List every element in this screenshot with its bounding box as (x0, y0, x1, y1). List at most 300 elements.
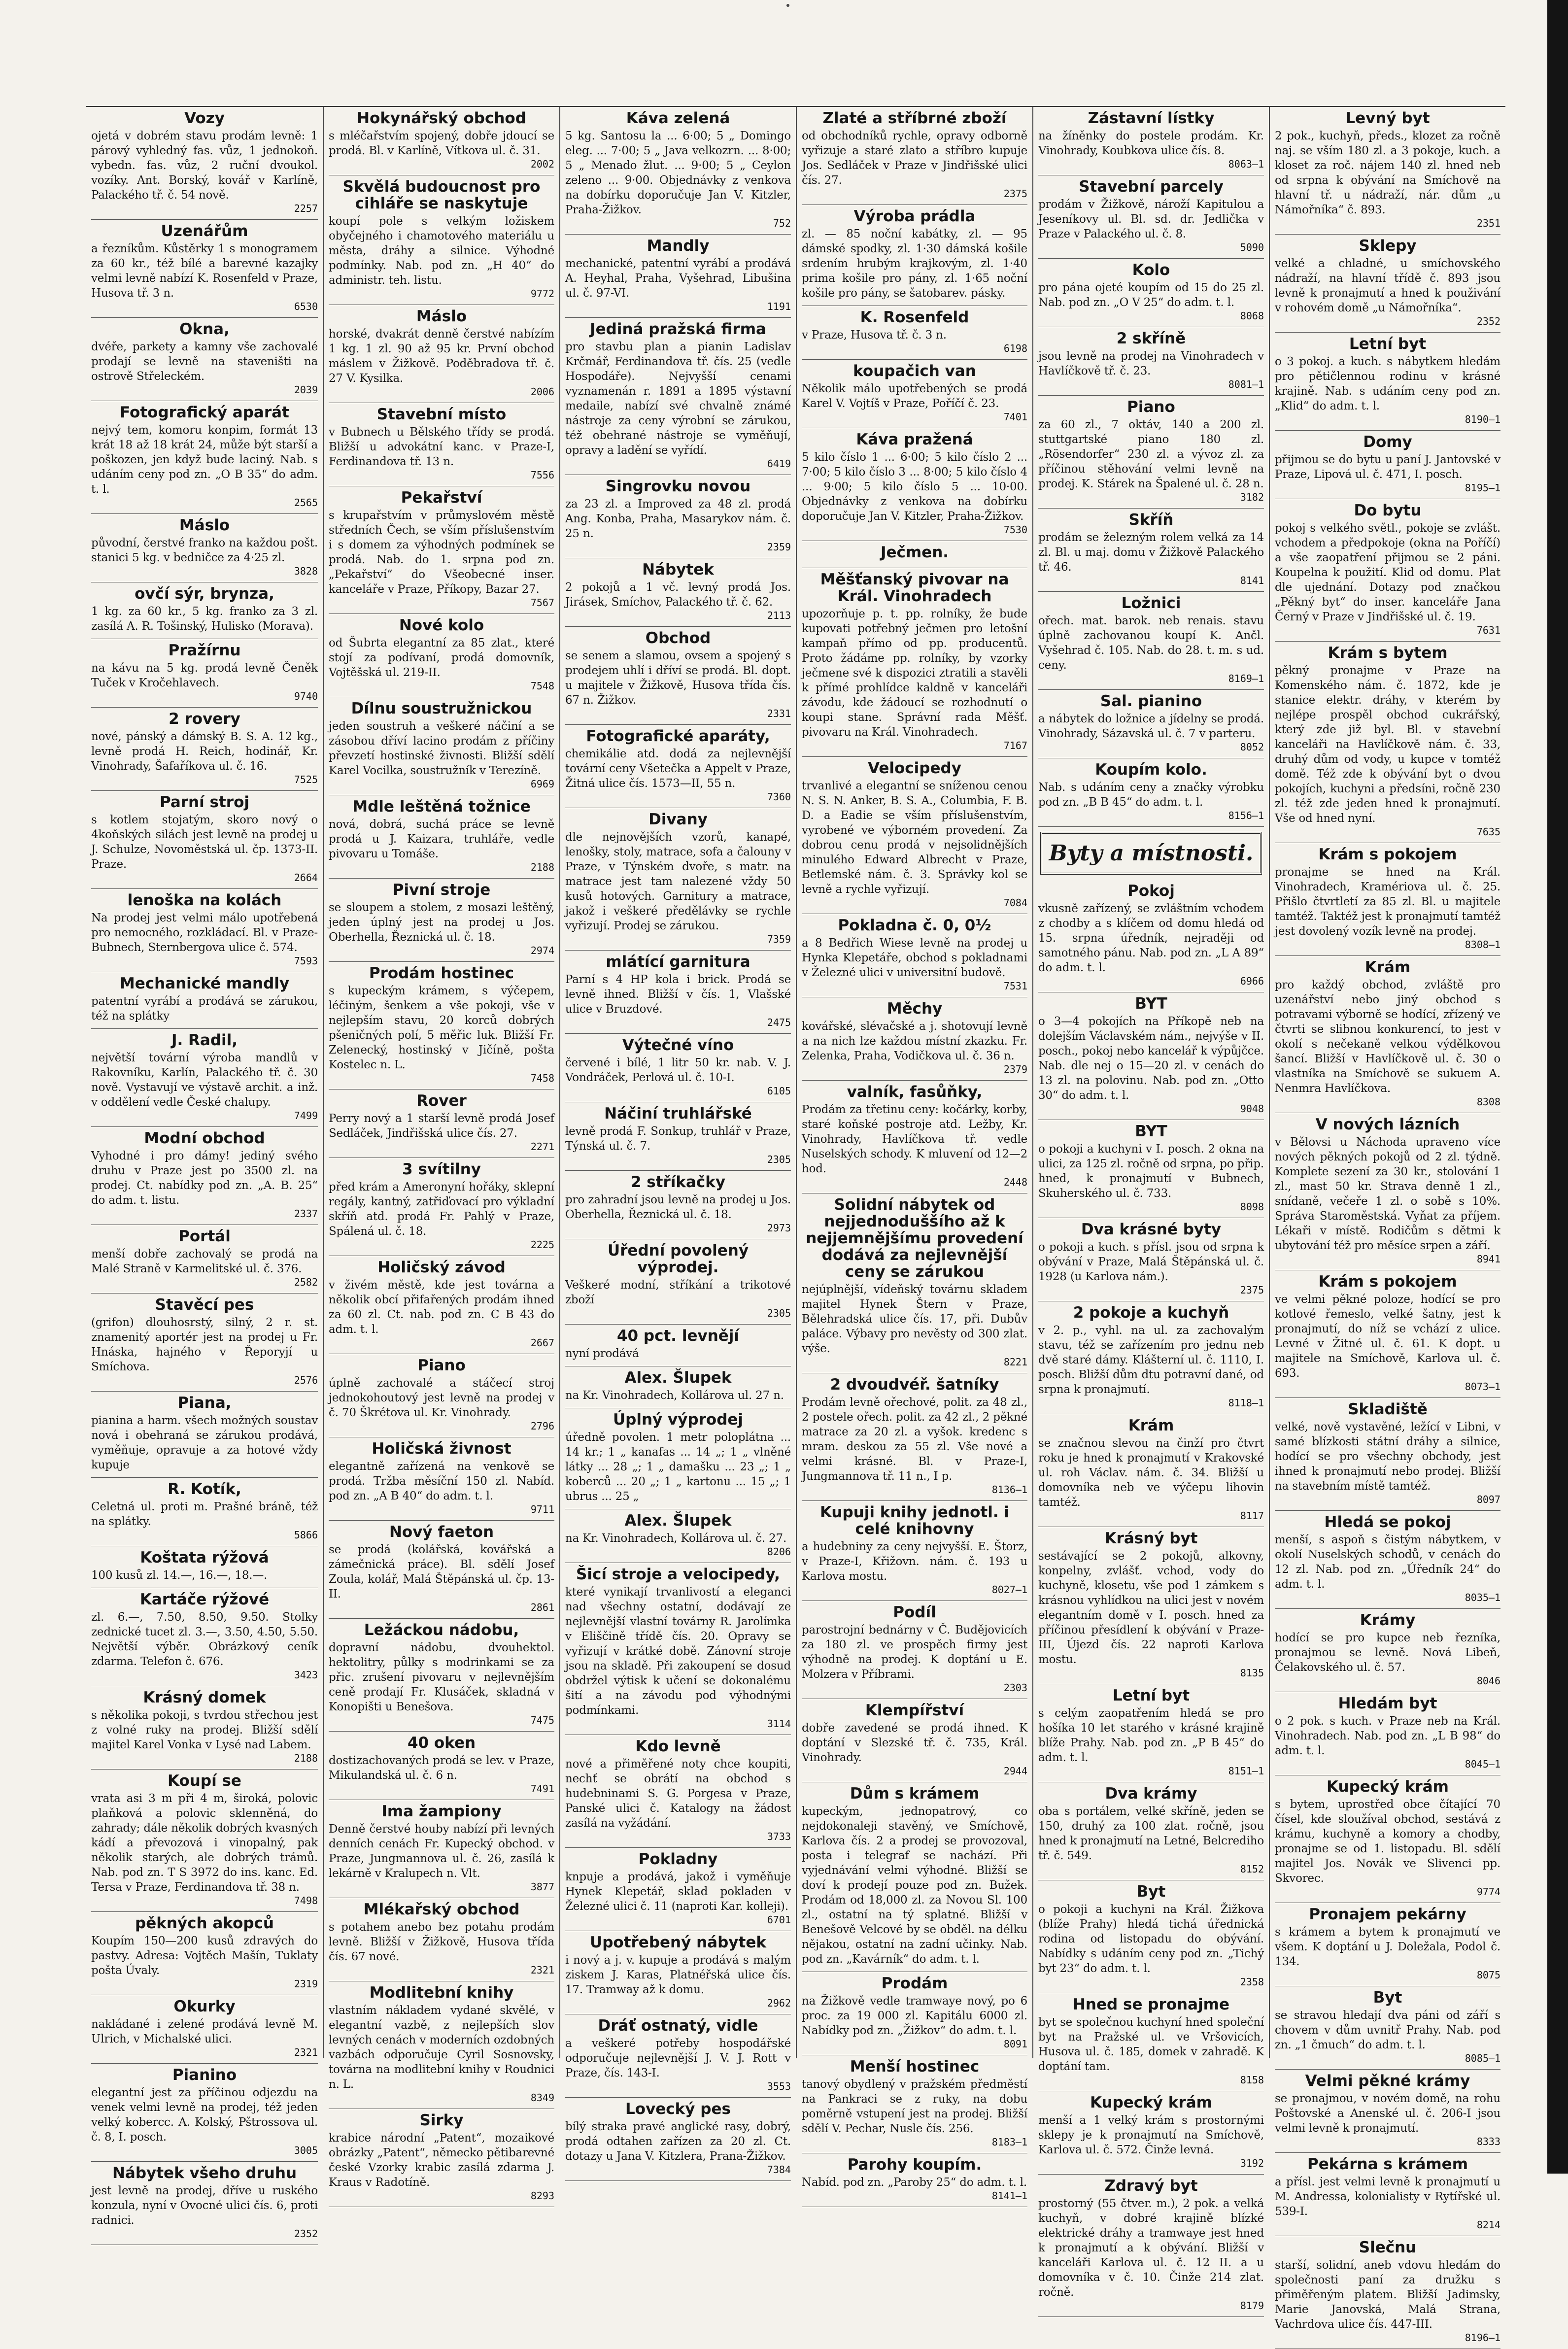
ad-heading: Stavební parcely (1079, 178, 1224, 196)
ad-code: 8141 (1240, 575, 1264, 586)
classified-ad (565, 2014, 791, 2098)
ad-code: 2973 (767, 1222, 791, 1234)
ad-code: 3877 (530, 1881, 554, 1893)
classified-ad (1038, 758, 1264, 827)
classified-ad (91, 1029, 318, 1127)
ad-heading: Sklepy (1359, 237, 1417, 255)
ad-text: kovářské, slévačské a j. shotovují levně a na nich lze každou místní zkazku. Fr. Zelenka, Praha, Vodičkova ul. č. 36 n. (802, 1020, 1027, 1062)
classified-ad (1275, 431, 1500, 499)
classified-ad (1275, 1692, 1500, 1775)
ad-code: 752 (773, 217, 791, 229)
ad-text: pro pána ojeté koupím od 15 do 25 zl. Nab. pod zn. „O V 25“ do adm. t. l. (1038, 281, 1264, 309)
ad-code: 8097 (1476, 1494, 1500, 1505)
ad-text: menší dobře zachovalý se prodá na Malé Straně v Karmelitské ul. č. 376. (91, 1248, 318, 1275)
ad-text: s mléčařstvím spojený, dobře jdoucí se prodá. Bl. v Karlíně, Vítkova ul. č. 31. (329, 130, 554, 157)
ad-code: 2257 (294, 203, 318, 214)
classified-ad (1275, 2070, 1500, 2153)
classified-ad (565, 1171, 791, 1239)
ad-text: a 8 Bedřich Wiese levně na prodej u Hynka Klepetáře, obchod s pokladnami v Železné ulici v universitní budově. (802, 937, 1027, 979)
ad-text: ořech. mat. barok. neb renais. stavu úplně zachovanou koupí K. Ančl. Vyšehrad č. 105. Nab. do 28. t. m. s ud. ceny. (1038, 614, 1264, 672)
ad-text: i nový a j. v. kupuje a prodává s malým ziskem J. Karas, Platnéřská ulice čís. 17. Tramway až k domu. (565, 1954, 791, 1996)
ad-column (86, 107, 323, 2240)
ad-heading: Modní obchod (144, 1129, 265, 1147)
ad-heading: Solidní nábytek od nejjednoduššího až k nejjemnějšímu provedení dodává za nejlevnější ceny se zárukou (806, 1196, 1023, 1281)
ad-heading: Sal. pianino (1100, 692, 1202, 710)
ad-heading: Káva pražená (856, 431, 973, 448)
classified-ad (565, 1563, 791, 1735)
classified-ad (91, 401, 318, 514)
ad-heading: Dráť ostnatý, vidle (598, 2017, 758, 2035)
classified-ad (802, 1081, 1027, 1193)
ad-heading: Pokoj (1127, 882, 1175, 900)
ad-heading: Parohy koupím. (847, 2156, 982, 2174)
ad-text: s potahem anebo bez potahu prodám levně. Bližší v Žižkově, Husova třída čís. 67 nové. (329, 1921, 554, 1963)
ad-code: 6966 (1240, 975, 1264, 987)
ad-heading: J. Radil, (171, 1031, 238, 1049)
classified-ad (91, 1294, 318, 1392)
classified-ad (565, 1848, 791, 1931)
ad-heading: Skříň (1128, 511, 1174, 529)
classified-ad (1275, 2153, 1500, 2236)
ad-code: 8152 (1240, 1863, 1264, 1875)
ad-heading: Alex. Šlupek (624, 1512, 732, 1530)
ad-heading: Slečnu (1359, 2239, 1417, 2256)
ad-code: 7531 (1003, 980, 1027, 992)
ad-code: 2271 (530, 1141, 554, 1153)
ad-code: 7401 (1003, 411, 1027, 423)
ad-code: 2352 (294, 2228, 318, 2240)
ad-text: trvanlivé a elegantní se sníženou cenou N. S. N. Anker, B. S. A., Columbia, F. B. D. a Eadie se vším příslušenstvím, vyrobené ve výborném provedení. Za dobrou cenu prodá v nejsolidnějších minulého Edward Albrecht v Praze, Betlemské nám. č. 3. Správky kol se levně a rychle vyřizují. (802, 780, 1027, 896)
ad-heading: Zdravý byt (1104, 2177, 1198, 2195)
ad-column (1032, 107, 1269, 2312)
ad-text: které vynikají trvanlivostí a eleganci nad všechny ostatní, dodávají ze nejlevnější vlastní továrny R. Jarolímka v Eliščině třídě čís. 20. Opravy se vyřizují v krátké době. Zánovní stroje jsou na skladě. Při zakoupení se dosud obdržel výtisk k učení se dokonalému šití a na závodu pod výhodnými podmínkami. (565, 1586, 791, 1717)
classified-ad (91, 514, 318, 582)
ad-text: s kupeckým krámem, s výčepem, léčiným, šenkem a vše pokoji, vše v nejlepším stavu, 20 korců dobrých pšeničných polí, 5 měřic luk. Bližší Fr. Zelenecký, hostinský v Jičíně, pošta Kostelec n. L. (329, 985, 554, 1071)
classified-ad (1038, 1684, 1264, 1782)
classified-ad (329, 614, 554, 697)
ad-code: 2582 (294, 1276, 318, 1288)
classified-ad (1275, 1775, 1500, 1903)
classified-ad (802, 205, 1027, 306)
ad-code: 9772 (530, 288, 554, 300)
classified-ad (565, 808, 791, 951)
ad-heading: Dva krámy (1105, 1785, 1197, 1803)
ad-code: 8063—1 (1228, 158, 1264, 170)
ad-code: 2375 (1240, 1284, 1264, 1296)
classified-ad (802, 757, 1027, 914)
classified-ad (802, 107, 1027, 205)
ad-text: nyní prodává (565, 1347, 639, 1360)
ad-heading: Podíl (893, 1603, 936, 1621)
ad-heading: Alex. Šlupek (624, 1369, 732, 1387)
classified-ad (329, 2109, 554, 2207)
ad-text: menší, s aspoň s čistým nábytkem, v okolí Nuselských schodů, v cenách do 12 zl. Nab. pod zn. „Úředník 24“ do adm. t. l. (1275, 1533, 1500, 1591)
ad-text: pianina a harm. všech možných soustav nová i obehraná se zárukou prodává, vyměňuje, opravuje a za hotové vždy kupuje (91, 1414, 318, 1471)
ad-heading: Modlitební knihy (369, 1984, 514, 2002)
ad-text: se značnou slevou na činží pro čtvrt roku je hned k pronajmutí v Krakovské ul. roh Václav. nám. č. 34. Bližší u domovníka neb ve výčepu lihovin tamtéž. (1038, 1437, 1264, 1509)
ad-code: 8068 (1240, 310, 1264, 322)
ad-code: 6198 (1003, 342, 1027, 354)
ad-heading: 2 pokoje a kuchyň (1073, 1304, 1229, 1322)
ad-code: 8075 (1476, 1969, 1500, 1981)
ad-heading: 40 pct. levnějí (616, 1327, 740, 1345)
ad-code: 5090 (1240, 241, 1264, 253)
ad-heading: Velmi pěkné krámy (1305, 2072, 1470, 2090)
ad-code: 2305 (767, 1307, 791, 1319)
classified-ad (91, 1686, 318, 1770)
ad-text: s kotlem stojatým, skoro nový o 4koňských silách jest levně na prodej u J. Schulze, Novoměstská ul. čp. 1373-II. Praze. (91, 814, 318, 871)
ad-text: sestávající se 2 pokojů, alkovny, konpelny, zvlášť. vchod, vody do kuchyně, klosetu, vše pod 1 zámkem s krásnou vyhlídkou na ulici jest v novém elegantním domě v I. posch. hned za příčinou přesídlení k obývání v Praze-III, Újezd čís. 22 naproti Karlova mostu. (1038, 1550, 1264, 1666)
ad-heading: Koštata rýžová (140, 1549, 269, 1566)
ad-code: 8136—1 (991, 1484, 1027, 1496)
classified-ad (1038, 690, 1264, 758)
ad-text: 5 kg. Santosu la ... 6·00; 5 „ Domingo eleg. ... 7·00; 5 „ Java velkozrn. ... 8·00; 5 „ Menado žlut. ... 9·00; 5 „ Ceylon zeleno ... 9·00. Objednávky z venkova na dobírku doporučuje Jan V. Kitzler, Praha-Žižkov. (565, 130, 791, 216)
ad-text: velké a chladné, u smíchovského nádraží, na hlavní třídě č. 893 jsou levně k pronajmutí a hned k použivání v rohovém domě „u Námořníka“. (1275, 257, 1500, 314)
ad-code: 8183—1 (991, 2136, 1027, 2148)
ad-code: 6105 (767, 1085, 791, 1097)
classified-ad (802, 1699, 1027, 1782)
ad-text: nová, dobrá, suchá práce se levně prodá u J. Kaizara, truhláře, vedle pivovaru u Tomáše. (329, 818, 554, 860)
ad-heading: Zástavní lístky (1088, 109, 1215, 127)
classified-ad (91, 1546, 318, 1588)
classified-ad (329, 1619, 554, 1732)
ad-code: 7458 (530, 1072, 554, 1084)
ad-heading: Pronajem pekárny (1309, 1906, 1466, 1923)
ad-code: 8195—1 (1465, 482, 1500, 494)
classified-ad (1038, 396, 1264, 509)
ad-heading: Piano (417, 1357, 466, 1374)
ad-text: mechanické, patentní vyrábí a prodává A. Heyhal, Praha, Vyšehrad, Libušina ul. č. 97-VI. (565, 257, 791, 300)
ad-code: 8214 (1476, 2219, 1500, 2231)
classified-ad (1275, 499, 1500, 642)
ad-code: 7631 (1476, 624, 1500, 636)
ad-code: 2188 (530, 861, 554, 873)
ad-heading: Lovecký pes (625, 2100, 731, 2118)
ad-text: o 2 pok. s kuch. v Praze neb na Král. Vinohradech. Nab. pod zn. „L B 98“ do adm. t. l. (1275, 1715, 1500, 1757)
ad-heading: Šicí stroje a velocipedy, (576, 1566, 780, 1583)
ad-heading: Nové kolo (399, 616, 484, 634)
ad-text: prostorný (55 čtver. m.), 2 pok. a velká kuchyň, v dobré krajině blízké elektrické dráhy a tramwaye jest hned k pronajmutí a k obývání. Bližší v kanceláři Karlova ul. č. 12 II. a u domovníka v č. 10. Činže 214 zlat. ročně. (1038, 2197, 1264, 2299)
ad-text: koupí pole s velkým ložiskem obyčejného i chamotového materiálu u města, dráhy a silnice. Výhodné podmínky. Nab. pod zn. „H 40“ do administr. teh. listu. (329, 215, 554, 287)
ad-code: 8073—1 (1465, 1381, 1500, 1393)
classified-ad (91, 708, 318, 791)
classified-ad (565, 1366, 791, 1408)
ad-heading: 2 rovery (169, 710, 240, 728)
ad-code: 2448 (1003, 1176, 1027, 1188)
ad-code: 7491 (530, 1783, 554, 1795)
ad-heading: Káva zelená (626, 109, 730, 127)
ad-text: na Kr. Vinohradech, Kollárova ul. č. 27. (565, 1532, 787, 1545)
ad-code: 2188 (294, 1752, 318, 1764)
ad-heading: Koupí se (168, 1772, 241, 1790)
ad-heading: Nový faeton (389, 1523, 494, 1541)
ad-text: nejvý tem, komoru konpim, formát 13 krát 18 až 18 krát 24, může být starší a poškozen, jen když bude laciný. Nab. s udáním ceny pod zn. „O B 35“ do adm. t. l. (91, 424, 318, 496)
classified-ad (1275, 1903, 1500, 1986)
ad-text: vlastním nákladem vydané skvělé, v elegantní vazbě, z nejlepších slov levných cenách v moderních ozdobných vazbách odporučuje Cyril Sosnovsky, továrna na modlitební knihy v Roudnici n. L. (329, 2004, 554, 2091)
classified-ad (565, 1239, 791, 1325)
ad-text: před krám a Ameronyní hořáky, sklepní regály, kantný, zatřiďovací pro výkladní skříň atd. prodá Fr. Pahlý v Praze, Spálená ul. č. 18. (329, 1181, 554, 1238)
ad-text: Vyhodné i pro dámy! jediný svého druhu v Praze jest po 3500 zl. na prodej. Ct. nabídky pod zn. „A. B. 25“ do adm. t. listu. (91, 1150, 318, 1207)
classified-ad (1275, 1511, 1500, 1609)
ad-heading: Kdo levně (635, 1737, 721, 1755)
classified-ad (329, 795, 554, 879)
ad-heading: Portál (178, 1227, 231, 1245)
classified-ad (91, 318, 318, 401)
ad-code: 8169—1 (1228, 673, 1264, 684)
ad-heading: Skvělá budoucnost pro cihláře se naskytuje (342, 178, 541, 212)
ad-text: kupeckým, jednopatrový, co nejdokonaleji stavěný, ve Smíchově, Karlova čís. 2 a prodej se provozoval, posta i telegraf se nachází. Při vyjednávání velmi výhodné. Bližší se doví k prodejí pouze pod zn. Bužek. Prodám od 18,000 zl. za Novou Sl. 100 zl., ostatní na tý splatné. Bližší v Benešově Velcové by se obděl. na délku nějakou, ostatní na zadní učinky. Nab. pod zn. „Kavárník“ do adm. t. l. (802, 1805, 1027, 1966)
classified-ad (1038, 327, 1264, 396)
classified-ad (1038, 1218, 1264, 1301)
ad-text: 2 pok., kuchyň, předs., klozet za ročně naj. se vším 180 zl. a 3 pokoje, kuch. a kloset za roč. nájem 140 zl. hned neb od srpna k obývání na Smíchově na hlavní tř. u nádraží, nár. dům „u Námořníka“ č. 893. (1275, 130, 1500, 216)
ad-text: dle nejnovějších vzorů, kanapé, lenošky, stoly, matrace, sofa a čalouny v Praze, v Týnském dvoře, s matr. na matrace jest tam nalezené vždy 50 kusů hotových. Garnitury a matrace, jakož i veškeré předělávky se rychle vyřizují. Prodej se zárukou. (565, 831, 791, 932)
ad-code: 7359 (767, 933, 791, 945)
classified-ad (91, 889, 318, 972)
classified-ad (329, 1981, 554, 2109)
ad-code: 1191 (767, 301, 791, 312)
ad-text: vrata asi 3 m při 4 m, široká, polovic plaňková a polovic sklenněná, do zahrady; dále několik dobrých kvasných kádí a převozová i vinopalný, pak několik starých, ale dobrých trámů. Nab. pod zn. T S 3972 do ins. kanc. Ed. Tersa v Praze, Ferdinandova tř. 38 n. (91, 1792, 318, 1894)
ad-text: tanový obydlený v pražském předměstí na Pankraci se z ruky, na dobu poměrně vstupení jest na prodej. Bližší sdělí V. Pechar, Nusle čís. 256. (802, 2078, 1027, 2135)
ad-heading: Krám s pokojem (1318, 846, 1457, 863)
classified-ad (565, 1102, 791, 1171)
ad-text: vkusně zařízený, se zvláštním vchodem z chodby a s klíčem od domu hledá od 15. srpna úředník, nejraději od samotného pánu. Nab. pod zn. „L A 89“ do adm. t. l. (1038, 902, 1264, 974)
ad-heading: Levný byt (1345, 109, 1430, 127)
ad-text: původní, čerstvé franko na každou pošt. stanici 5 kg. v bedničce za 4·25 zl. (91, 537, 318, 564)
classified-ad (1275, 1609, 1500, 1692)
ad-text: oba s portálem, velké skříně, jeden se 150, druhý za 100 zlat. ročně, jsou hned k pronajmutí na Letné, Belcrediho tř. č. 549. (1038, 1805, 1264, 1862)
ad-heading: Uzenářům (161, 222, 248, 240)
classified-ad (565, 1509, 791, 1563)
ad-text: prodám v Žižkově, nároží Kapitulou a Jeseníkovy ul. Bl. sd. dr. Jedlička v Praze v Palackého ul. č. 8. (1038, 198, 1264, 240)
ad-code: 8117 (1240, 1510, 1264, 1522)
classified-ad (329, 1354, 554, 1437)
ad-text: a přísl. jest velmi levně k pronajmutí u M. Andressa, kolonialisty v Rytířské ul. 539-I. (1275, 2176, 1500, 2218)
ad-code: 8045—1 (1465, 1758, 1500, 1770)
ad-heading: K. Rosenfeld (860, 308, 969, 326)
ad-text: o pokoji a kuch. s přísl. jsou od srpna k obývání v Praze, Malá Štěpánská ul. č. 1928 (u Karlova nám.). (1038, 1241, 1264, 1283)
ad-text: horské, dvakrát denně čerstvé nabízím 1 kg. 1 zl. 90 až 95 kr. První obchod máslem v Žižkově. Poděbradova tř. č. 27 V. Kysilka. (329, 328, 554, 385)
ad-text: úplně zachovalé a stáčecí stroj jednokohoutový jest levně na prodej v č. 70 Škrétova ul. Kr. Vinohrady. (329, 1377, 554, 1419)
ad-text: v Bělovsi u Náchoda upraveno více nových pěkných pokojů od 2 zl. týdně. Komplete sezení za 30 kr., stolování 1 zl., mast 50 kr. Strava denně 1 zl., snídaně, večeře 1 zl. o sobě s 10%. Správa Staroměstská. Vyňat za příjem. Lékaři v místě. Rodičům s dětmi k ubytování též pro měsíce srpen a září. (1275, 1136, 1500, 1252)
classified-ad (91, 1392, 318, 1478)
classified-ad (565, 1931, 791, 2014)
ad-code: 2796 (530, 1420, 554, 1432)
ad-code: 2359 (767, 541, 791, 553)
ad-code: 2576 (294, 1374, 318, 1386)
ad-heading: Ječmen. (880, 544, 949, 561)
classified-ad (329, 1898, 554, 1981)
ad-heading: Holičská živnost (372, 1440, 511, 1458)
ad-code: 7567 (530, 597, 554, 609)
ad-code: 3828 (294, 565, 318, 577)
ad-code: 2379 (1003, 1063, 1027, 1075)
ad-text: byt se společnou kuchyní hned společní byt na Pražské ul. ve Vršovicích, Husova ul. č. 185, domek v zahradě. K doptání tam. (1038, 2016, 1264, 2073)
classified-ad (1038, 2175, 1264, 2317)
ad-code: 2352 (1476, 315, 1500, 327)
classified-ad (1038, 880, 1264, 992)
ad-code: 6530 (294, 301, 318, 312)
ad-text: Prodám za třetinu ceny: kočárky, korby, staré koňské postroje atd. Ležby, Kr. Vinohrady, Havlíčkova tř. vedle Nuselských schody. K mluvení od 12—2 hod. (802, 1103, 1027, 1175)
ad-heading: Upotřebený nábytek (590, 1934, 766, 1951)
ad-code: 7498 (294, 1895, 318, 1906)
classified-ad (802, 2055, 1027, 2153)
ad-text: Prodám levně ořechové, polit. za 48 zl., 2 postele ořech. polit. za 42 zl., 2 pěkné matrace za 20 zl. a vyšok. kredenc s mram. deskou za 55 zl. Vše nové a velmi krásné. Bl. v Praze-I, Jungmannova tř. 11 n., I p. (802, 1396, 1027, 1483)
ad-heading: Pianino (172, 2066, 237, 2084)
ad-code: 8135 (1240, 1667, 1264, 1679)
classified-ad (802, 541, 1027, 568)
ad-heading: Kartáče rýžové (139, 1591, 270, 1608)
ad-text: Nabíd. pod zn. „Paroby 25“ do adm. t. l. (802, 2176, 1027, 2189)
ad-code: 8308—1 (1465, 939, 1500, 951)
ad-heading: Máslo (179, 516, 230, 534)
classified-ad (1038, 1527, 1264, 1684)
ad-text: pronajme se hned na Král. Vinohradech, Kramériova ul. č. 25. Přišlo čtvrtletí za 85 zl. Bl. u majitele tamtéž. Taktéž jest k pronajmutí tamtéž jest dovolený vozík levně na prodej. (1275, 866, 1500, 938)
ad-text: chemikálie atd. dodá za nejlevnější tovární ceny Všetečka a Appelt v Praze, Žitná ulice čís. 1573—II, 55 n. (565, 748, 791, 790)
classified-ad (1275, 843, 1500, 956)
ad-code: 7475 (530, 1714, 554, 1726)
ad-heading: Mechanické mandly (119, 975, 290, 992)
ad-heading: Krám (1364, 958, 1411, 976)
ad-text: červené i bílé, 1 litr 50 kr. nab. V. J. Vondráček, Perlová ul. č. 10-I. (565, 1056, 791, 1084)
classified-ad (565, 725, 791, 808)
ad-text: menší a 1 velký krám s prostornými sklepy je k pronajmutí na Smíchově, Karlova ul. č. 572. Činže levná. (1038, 2114, 1264, 2156)
ad-heading: Letní byt (1349, 335, 1427, 353)
ad-code: 8085—1 (1465, 2052, 1500, 2064)
ad-text: přijmou se do bytu u paní J. Jantovské v Praze, Lipová ul. č. 471, I. posch. (1275, 453, 1500, 481)
classified-ad (802, 1972, 1027, 2055)
ad-code: 3423 (294, 1669, 318, 1681)
ad-text: Celetná ul. proti m. Prašné bráně, též na splátky. (91, 1500, 318, 1528)
ad-text: Koupím 150—200 kusů zdravých do pastvy. Adresa: Vojtěch Mašín, Tuklaty pošta Úvaly. (91, 1935, 318, 1977)
classified-ad (91, 1588, 318, 1686)
classified-ads-page (86, 106, 1505, 2344)
ad-code: 8941 (1476, 1253, 1500, 1265)
ad-text: na žíněnky do postele prodám. Kr. Vinohrady, Koubkova ulice čís. 8. (1038, 130, 1264, 157)
ad-text: pro zahradní jsou levně na prodej u Jos. Oberhella, Řeznická ul. č. 18. (565, 1193, 791, 1221)
ad-heading: Měchy (886, 1000, 943, 1018)
ad-text: od Šubrta elegantní za 85 zlat., které stojí za podívaní, prodá domovník, Vojtěšská ul. 219-II. (329, 637, 554, 679)
ad-text: nejúplnější, vídeňský továrnu skladem majitel Hynek Štern v Praze, Bělehradská ulice čís. 17, při. Dubův paláce. Výbavy pro nevěsty od 300 zlat. výše. (802, 1283, 1027, 1355)
section-banner: Byty a místnosti. (1040, 832, 1262, 875)
ad-heading: Parní stroj (159, 793, 250, 811)
classified-ad (329, 305, 554, 403)
ad-code: 7635 (1476, 826, 1500, 838)
classified-ad (802, 997, 1027, 1081)
ad-heading: Nábytek (642, 561, 714, 579)
ad-heading: Mandly (647, 237, 710, 255)
ad-code: 7525 (294, 774, 318, 785)
ad-code: 8196—1 (1465, 2332, 1500, 2344)
ad-heading: BYT (1135, 1123, 1167, 1140)
classified-ad (91, 639, 318, 708)
ad-code: 2006 (530, 386, 554, 398)
ad-text: Několik málo upotřebených se prodá Karel V. Vojtíš v Praze, Poříčí č. 23. (802, 382, 1027, 410)
ad-heading: Letní byt (1112, 1687, 1190, 1704)
ad-heading: Úplný výprodej (613, 1411, 744, 1429)
ad-heading: Okna, (179, 320, 230, 338)
ad-heading: Singrovku novou (605, 477, 751, 495)
ad-text: zl. — 85 noční kabátky, zl. — 95 dámské spodky, zl. 1·30 dámská košile srdením hrubým krajkovým, zl. 1·40 prima košile pro pány, zl. 1·65 noční košile pro pány, se šatobarev. pásky. (802, 228, 1027, 300)
ad-heading: Výroba prádla (853, 207, 976, 225)
ad-code: 8158 (1240, 2074, 1264, 2086)
ad-code: 8027—1 (991, 1584, 1027, 1596)
classified-ad (1275, 2236, 1500, 2349)
ad-heading: koupačich van (853, 362, 976, 380)
classified-ad (565, 627, 791, 725)
ad-code: 8349 (530, 2092, 554, 2104)
classified-ad (329, 1732, 554, 1800)
ad-code: 8221 (1003, 1356, 1027, 1368)
ad-text: se prodá (kolářská, kovářská a zámečnická práce). Bl. sdělí Josef Zoula, kolář, Malá Štěpánská ul. čp. 13-II. (329, 1543, 554, 1600)
ad-heading: Dva krásné byty (1081, 1221, 1222, 1238)
classified-ad (565, 951, 791, 1034)
ad-code: 8333 (1476, 2136, 1500, 2147)
ad-text: za 60 zl., 7 oktáv, 140 a 200 zl. stuttgartské piano 180 zl. „Rösendorfer“ 230 zl. a vývoz zl. za příčinou stěhování velmi levně na prodej. K. Stárek na Špalené ul. č. 28 n. (1038, 418, 1264, 490)
ad-code: 9740 (294, 690, 318, 702)
ad-heading: Koupím kolo. (1095, 761, 1207, 779)
ad-text: nové, pánský a dámský B. S. A. 12 kg., levně prodá H. Reich, hodinář, Kr. Vinohrady, Šafaříkova ul. č. 16. (91, 730, 318, 773)
classified-ad (91, 972, 318, 1029)
ad-heading: Prodám hostinec (369, 964, 514, 982)
ad-text: v Bubnech u Bělského třídy se prodá. Bližší u advokátní kanc. v Praze-I, Ferdinandova tř. 13 n. (329, 426, 554, 468)
classified-ad (1038, 1120, 1264, 1218)
ad-heading: ovčí sýr, brynza, (135, 585, 274, 603)
ad-text: parostrojní bednárny v Č. Budějovicích za 180 zl. ve prospěch firmy jest výhodně na prodej. K doptání u E. Molzera v Příbrami. (802, 1624, 1027, 1681)
classified-ad (802, 360, 1027, 428)
ad-column (323, 107, 559, 2202)
ad-heading: Výtečné víno (622, 1036, 734, 1054)
ad-text: o 3 pokoj. a kuch. s nábytkem hledám pro pětičlennou rodinu v krásné krajině. Nab. s udáním ceny pod zn. „Klid“ do adm. t. l. (1275, 355, 1500, 412)
ad-code: 2337 (294, 1208, 318, 1220)
ad-heading: Kupecký krám (1090, 2094, 1212, 2111)
ad-heading: R. Kotík, (168, 1480, 241, 1498)
ad-heading: Hledám byt (1338, 1695, 1437, 1712)
classified-ad (1038, 1414, 1264, 1527)
ad-text: dobře zavedené se prodá ihned. K doptání v Slezské tř. č. 735, Král. Vinohrady. (802, 1722, 1027, 1764)
ad-code: 2974 (530, 945, 554, 956)
ad-heading: Kupecký krám (1327, 1778, 1449, 1796)
classified-ad (802, 428, 1027, 541)
classified-ad (1038, 1880, 1264, 1993)
ad-code: 9048 (1240, 1103, 1264, 1115)
classified-ad (91, 107, 318, 220)
ad-text: Veškeré modní, stříkání a trikotové zboží (565, 1279, 791, 1306)
classified-ad (1275, 956, 1500, 1113)
ad-text: starší, solidní, aneb vdovu hledám do společnosti paní za družku s přiměřeným platem. Bližší Jadimsky, Marie Janovská, Malá Strana, Vachrdova ulice čís. 447-III. (1275, 2259, 1500, 2331)
ad-code: 2475 (767, 1017, 791, 1028)
ad-heading: V nových lázních (1315, 1116, 1460, 1133)
ad-text: v Praze, Husova tř. č. 3 n. (802, 329, 947, 341)
ad-heading: Jediná pražská firma (590, 320, 766, 338)
ad-heading: Měšťanský pivovar na Král. Vinohradech (820, 571, 1009, 605)
classified-ad (802, 1782, 1027, 1972)
ad-heading: Hned se pronajme (1072, 1996, 1229, 2013)
ad-heading: Menší hostinec (850, 2058, 980, 2076)
classified-ad (565, 107, 791, 235)
ad-heading: Hledá se pokoj (1324, 1513, 1451, 1531)
ad-heading: Mlékařský obchod (363, 1901, 520, 1918)
ad-heading: Mdle leštěná tožnice (352, 798, 531, 816)
classified-ad (329, 107, 554, 175)
ad-code: 2962 (767, 1997, 791, 2009)
ad-heading: 40 oken (407, 1734, 476, 1752)
classified-ad (802, 568, 1027, 757)
ad-heading: BYT (1135, 995, 1167, 1013)
classified-ad (1038, 259, 1264, 327)
classified-ad (91, 220, 318, 318)
ad-text: 1 kg. za 60 kr., 5 kg. franko za 3 zl. zasílá A. R. Tošinský, Hulisko (Morava). (91, 605, 318, 633)
ad-heading: Hokynářský obchod (357, 109, 526, 127)
